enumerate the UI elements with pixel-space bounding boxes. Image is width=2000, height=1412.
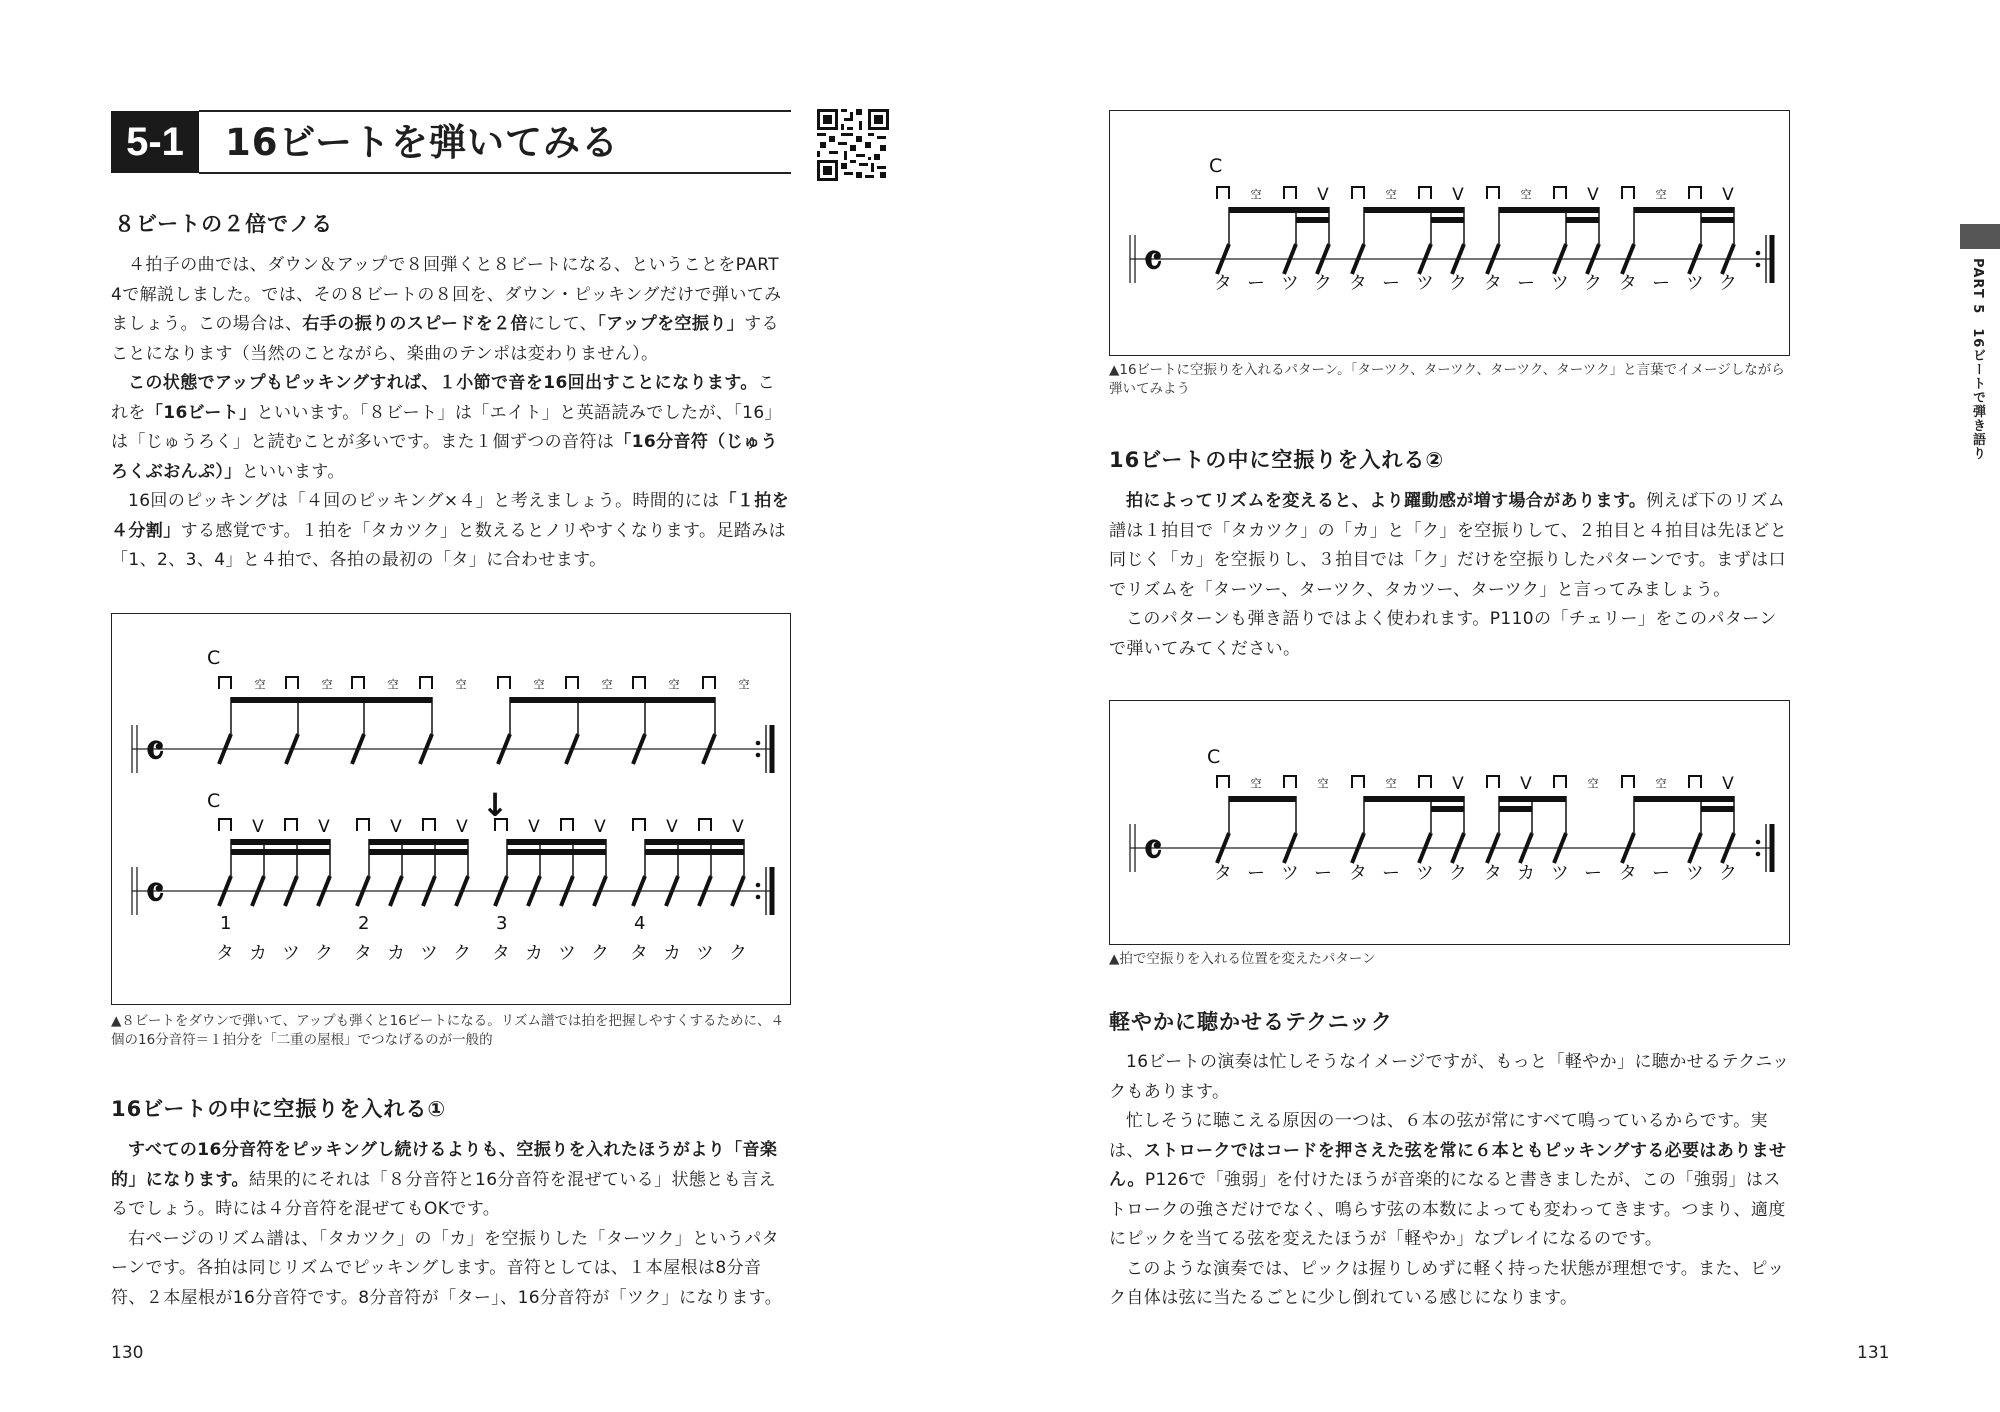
- syllable: タ: [630, 943, 648, 964]
- syllable: ク: [1314, 273, 1332, 294]
- qr-code[interactable]: [817, 109, 889, 181]
- down-stroke-symbol: [1554, 187, 1566, 199]
- down-stroke-symbol: [566, 677, 578, 689]
- repeat-dot: [756, 895, 761, 900]
- syllable: ク: [1584, 273, 1602, 294]
- down-stroke-symbol: [1554, 776, 1566, 788]
- syllable: ク: [729, 943, 747, 964]
- ghost-stroke-symbol: 空: [1655, 777, 1667, 790]
- beam-sixteenth: [231, 839, 330, 845]
- chord-name: C: [207, 790, 221, 812]
- syllable: タ: [1349, 273, 1367, 294]
- ghost-stroke-symbol: 空: [738, 678, 750, 691]
- syllable: タ: [1484, 273, 1502, 294]
- beam-sixteenth: [1431, 806, 1464, 812]
- heading-light-technique: 軽やかに聴かせるテクニック: [1109, 1010, 1393, 1034]
- common-time-clef: 𝄴: [145, 868, 165, 919]
- beam-eighth: [1229, 207, 1329, 213]
- beam-sixteenth: [507, 839, 606, 845]
- repeat-dot: [756, 753, 761, 758]
- figure-ghost-pattern-1: [1109, 110, 1790, 356]
- syllable: ツ: [1281, 273, 1299, 294]
- up-stroke-symbol: V: [594, 817, 606, 837]
- up-stroke-symbol: V: [1722, 774, 1734, 794]
- beam-sixteenth: [231, 849, 330, 855]
- beam-eighth: [231, 697, 432, 703]
- syllable: タ: [1619, 863, 1637, 884]
- up-stroke-symbol: V: [1452, 774, 1464, 794]
- down-stroke-symbol: [423, 819, 435, 831]
- syllable: ク: [1449, 273, 1467, 294]
- syllable: ツ: [420, 943, 438, 964]
- ghost-stroke-symbol: 空: [1520, 188, 1532, 201]
- ghost-stroke-symbol: 空: [1587, 777, 1599, 790]
- beat-number: 3: [496, 913, 508, 934]
- beat-number: 4: [634, 913, 646, 934]
- up-stroke-symbol: V: [666, 817, 678, 837]
- syllable: ー: [1382, 273, 1400, 294]
- syllable: ツ: [1551, 273, 1569, 294]
- ghost-stroke-symbol: 空: [387, 678, 399, 691]
- down-stroke-symbol: [633, 819, 645, 831]
- beam-sixteenth: [507, 849, 606, 855]
- ghost-stroke-symbol: 空: [1385, 777, 1397, 790]
- syllable: ツ: [1281, 863, 1299, 884]
- syllable: ツ: [1551, 863, 1569, 884]
- down-stroke-symbol: [703, 677, 715, 689]
- beam-eighth: [1364, 207, 1464, 213]
- down-stroke-symbol: [1217, 776, 1229, 788]
- syllable: カ: [387, 943, 405, 964]
- light-p1: 16ビートの演奏は忙しそうなイメージですが、もっと「軽やか」に聴かせるテクニックもあります。: [1109, 1052, 1790, 1102]
- up-stroke-symbol: V: [456, 817, 468, 837]
- beam-sixteenth: [645, 849, 744, 855]
- beam-sixteenth: [369, 839, 468, 845]
- beam-sixteenth: [1296, 217, 1329, 223]
- up-stroke-symbol: V: [1722, 185, 1734, 205]
- figure-ghost-pattern-2: [1109, 700, 1790, 945]
- paragraph-ghost-2: [1109, 487, 1790, 664]
- syllable: カ: [249, 943, 267, 964]
- syllable: タ: [1214, 273, 1232, 294]
- syllable: カ: [1517, 863, 1535, 884]
- ghost2-p1: 拍によってリズムを変えると、より躍動感が増す場合があります。例えば下のリズム譜は１拍目で「タカツク」の「カ」と「ク」を空振りして、２拍目と４拍目は先ほどと同じく「カ」を空振りし、３拍目では「ク」だけを空振りしたパターンです。まずは口でリズムを「ターツー、ターツク、タカツー、ターツク」と言ってみましょう。: [1109, 491, 1788, 600]
- rhythm-notation-fig2: [1110, 111, 1788, 354]
- repeat-dot: [1756, 251, 1761, 256]
- down-stroke-symbol: [1487, 776, 1499, 788]
- repeat-dot: [1756, 263, 1761, 268]
- down-stroke-symbol: [699, 819, 711, 831]
- beam-eighth: [1499, 207, 1599, 213]
- syllable: ツ: [1416, 863, 1434, 884]
- repeat-dot: [1756, 840, 1761, 845]
- caption-fig1: ▲８ビートをダウンで弾いて、アップも弾くと16ビートになる。リズム譜では拍を把握しやすくするために、４個の16分音符＝１拍分を「二重の屋根」でつなげるのが一般的: [111, 1013, 784, 1048]
- page-number-right: 131: [1857, 1343, 1890, 1363]
- beat-number: 1: [220, 913, 232, 934]
- ghost2-p2: このパターンも弾き語りではよく使われます。P110の「チェリー」をこのパターンで弾いてみてください。: [1109, 609, 1777, 659]
- common-time-clef: 𝄴: [1143, 825, 1163, 876]
- heading-ghost-1: 16ビートの中に空振りを入れる①: [111, 1097, 447, 1121]
- down-stroke-symbol: [1419, 187, 1431, 199]
- syllable: ツ: [558, 943, 576, 964]
- down-stroke-symbol: [1352, 187, 1364, 199]
- syllable: ー: [1584, 863, 1602, 884]
- syllable: ク: [1719, 863, 1737, 884]
- paragraph-intro: [111, 251, 791, 576]
- syllable: ツ: [1686, 273, 1704, 294]
- syllable: ー: [1382, 863, 1400, 884]
- ghost-stroke-symbol: 空: [1655, 188, 1667, 201]
- figure-8beat-to-16beat: [111, 613, 791, 1005]
- syllable: タ: [1484, 863, 1502, 884]
- syllable: タ: [216, 943, 234, 964]
- down-stroke-symbol: [420, 677, 432, 689]
- syllable: ー: [1314, 863, 1332, 884]
- intro-p2: この状態でアップもピッキングすれば、１小節で音を16回出すことになります。これを「16ビート」といいます。「８ビート」は「エイト」と英語読みでしたが、「16」は「じゅうろく」と読むことが多いです。また１個ずつの音符は「16分音符（じゅうろくぶおんぷ）」といいます。: [111, 373, 782, 482]
- down-stroke-symbol: [219, 819, 231, 831]
- beam-eighth: [1229, 796, 1296, 802]
- common-time-clef: 𝄴: [1143, 236, 1163, 287]
- down-stroke-symbol: [219, 677, 231, 689]
- syllable: ク: [1719, 273, 1737, 294]
- ghost-stroke-symbol: 空: [1317, 777, 1329, 790]
- down-stroke-symbol: [1487, 187, 1499, 199]
- ghost-stroke-symbol: 空: [321, 678, 333, 691]
- ghost-stroke-symbol: 空: [601, 678, 613, 691]
- syllable: ク: [1449, 863, 1467, 884]
- syllable: ク: [453, 943, 471, 964]
- repeat-dot: [756, 883, 761, 888]
- down-stroke-symbol: [1352, 776, 1364, 788]
- ghost-stroke-symbol: 空: [1250, 777, 1262, 790]
- repeat-dot: [1756, 852, 1761, 857]
- up-stroke-symbol: V: [1587, 185, 1599, 205]
- down-stroke-symbol: [633, 677, 645, 689]
- heading-ghost-2: 16ビートの中に空振りを入れる②: [1109, 448, 1445, 472]
- beam-sixteenth: [1566, 217, 1599, 223]
- intro-p3: 16回のピッキングは「４回のピッキング×４」と考えましょう。時間的には「１拍を４分割」する感覚です。１拍を「タカツク」と数えるとノリやすくなります。足踏みは「1、2、3、4」と４拍で、各拍の最初の「タ」に合わせます。: [111, 491, 790, 570]
- beam-sixteenth: [369, 849, 468, 855]
- page-number-left: 130: [111, 1343, 144, 1363]
- syllable: タ: [1214, 863, 1232, 884]
- page-title: 16ビートを弾いてみる: [225, 121, 620, 164]
- syllable: タ: [1619, 273, 1637, 294]
- beam-sixteenth: [1701, 217, 1734, 223]
- up-stroke-symbol: V: [528, 817, 540, 837]
- up-stroke-symbol: V: [390, 817, 402, 837]
- down-stroke-symbol: [1284, 776, 1296, 788]
- syllable: ツ: [1686, 863, 1704, 884]
- beam-eighth: [1364, 796, 1464, 802]
- chord-name: C: [1207, 746, 1221, 768]
- title-rule-top: [199, 110, 791, 112]
- down-stroke-symbol: [357, 819, 369, 831]
- down-stroke-symbol: [561, 819, 573, 831]
- ghost-stroke-symbol: 空: [455, 678, 467, 691]
- ghost-stroke-symbol: 空: [1385, 188, 1397, 201]
- down-stroke-symbol: [1622, 776, 1634, 788]
- syllable: タ: [354, 943, 372, 964]
- beam-eighth: [1634, 796, 1734, 802]
- syllable: ク: [591, 943, 609, 964]
- beam-sixteenth: [645, 839, 744, 845]
- repeat-dot: [756, 741, 761, 746]
- down-stroke-symbol: [1689, 187, 1701, 199]
- up-stroke-symbol: V: [1520, 774, 1532, 794]
- intro-p1: ４拍子の曲では、ダウン＆アップで８回弾くと８ビートになる、ということをPART 4で解説しました。では、その８ビートの８回を、ダウン・ピッキングだけで弾いてみましょう。この場合は、右手の振りのスピードを２倍にして、「アップを空振り」することになります（当然のことながら、楽曲のテンポは変わりません）。: [111, 255, 782, 364]
- up-stroke-symbol: V: [1317, 185, 1329, 205]
- ghost-stroke-symbol: 空: [668, 678, 680, 691]
- section-number: 5-1: [126, 119, 184, 164]
- section-number-badge: [111, 111, 199, 173]
- chord-name: C: [1209, 155, 1223, 177]
- syllable: ツ: [1416, 273, 1434, 294]
- syllable: ツ: [282, 943, 300, 964]
- beam-eighth: [1634, 207, 1734, 213]
- down-stroke-symbol: [1689, 776, 1701, 788]
- down-stroke-symbol: [1622, 187, 1634, 199]
- light-p2: 忙しそうに聴こえる原因の一つは、６本の弦が常にすべて鳴っているからです。実は、ストロークではコードを押さえた弦を常に６本ともピッキングする必要はありません。P126で「強弱」を付けたほうが音楽的になると書きましたが、この「強弱」はストロークの強さだけでなく、鳴らす弦の本数によっても変わってきます。つまり、適度にピックを当てる弦を変えたほうが「軽やか」なプレイになるのです。: [1109, 1111, 1787, 1249]
- beat-number: 2: [358, 913, 370, 934]
- heading-8beat-double: ８ビートの２倍でノる: [114, 212, 334, 236]
- syllable: タ: [492, 943, 510, 964]
- light-p3: このような演奏では、ピックは握りしめずに軽く持った状態が理想です。また、ピック自体は弦に当たるごとに少し倒れている感じになります。: [1109, 1258, 1785, 1308]
- beam-sixteenth: [1701, 806, 1734, 812]
- beam-sixteenth: [1499, 806, 1532, 812]
- syllable: カ: [525, 943, 543, 964]
- down-stroke-symbol: [1284, 187, 1296, 199]
- rhythm-notation-fig1: [112, 614, 789, 1003]
- up-stroke-symbol: V: [318, 817, 330, 837]
- side-tab-label: PART 5 16ビートで弾き語り: [1970, 258, 1985, 461]
- beam-eighth: [1499, 796, 1566, 802]
- down-stroke-symbol: [498, 677, 510, 689]
- caption-fig2: ▲16ビートに空振りを入れるパターン。「ターツク、ターツク、ターツク、ターツク」と言葉でイメージしながら弾いてみよう: [1109, 362, 1785, 397]
- syllable: カ: [663, 943, 681, 964]
- syllable: ー: [1652, 273, 1670, 294]
- syllable: ー: [1247, 273, 1265, 294]
- ghost-stroke-symbol: 空: [533, 678, 545, 691]
- syllable: ー: [1652, 863, 1670, 884]
- down-stroke-symbol: [352, 677, 364, 689]
- rhythm-notation-fig3: [1110, 701, 1788, 943]
- ghost1-p1: すべての16分音符をピッキングし続けるよりも、空振りを入れたほうがより「音楽的」になります。結果的にそれは「８分音符と16分音符を混ぜている」状態とも言えるでしょう。時には４分音符を混ぜてもOKです。: [111, 1140, 778, 1219]
- ghost1-p2: 右ページのリズム譜は、「タカツク」の「カ」を空振りした「ターツク」というパターンです。各拍は同じリズムでピッキングします。音符としては、１本屋根は8分音符、２本屋根が16分音符です。8分音符が「ター」、16分音符が「ツク」になります。: [111, 1228, 783, 1308]
- up-stroke-symbol: V: [1452, 185, 1464, 205]
- down-arrow: ↓: [481, 786, 509, 824]
- down-stroke-symbol: [285, 819, 297, 831]
- syllable: ツ: [696, 943, 714, 964]
- syllable: ー: [1247, 863, 1265, 884]
- title-rule-bottom: [199, 172, 791, 174]
- beam-sixteenth: [1431, 217, 1464, 223]
- common-time-clef: 𝄴: [145, 726, 165, 777]
- ghost-stroke-symbol: 空: [1250, 188, 1262, 201]
- down-stroke-symbol: [1419, 776, 1431, 788]
- beam-eighth: [510, 697, 715, 703]
- side-tab-marker: [1960, 224, 2000, 249]
- up-stroke-symbol: V: [252, 817, 264, 837]
- syllable: タ: [1349, 863, 1367, 884]
- ghost-stroke-symbol: 空: [254, 678, 266, 691]
- paragraph-ghost-1: [111, 1136, 791, 1313]
- caption-fig3: ▲拍で空振りを入れる位置を変えたパターン: [1109, 951, 1376, 967]
- chord-name: C: [207, 647, 221, 669]
- syllable: ー: [1517, 273, 1535, 294]
- up-stroke-symbol: V: [732, 817, 744, 837]
- down-stroke-symbol: [286, 677, 298, 689]
- syllable: ク: [315, 943, 333, 964]
- paragraph-light-technique: [1109, 1048, 1790, 1314]
- down-stroke-symbol: [1217, 187, 1229, 199]
